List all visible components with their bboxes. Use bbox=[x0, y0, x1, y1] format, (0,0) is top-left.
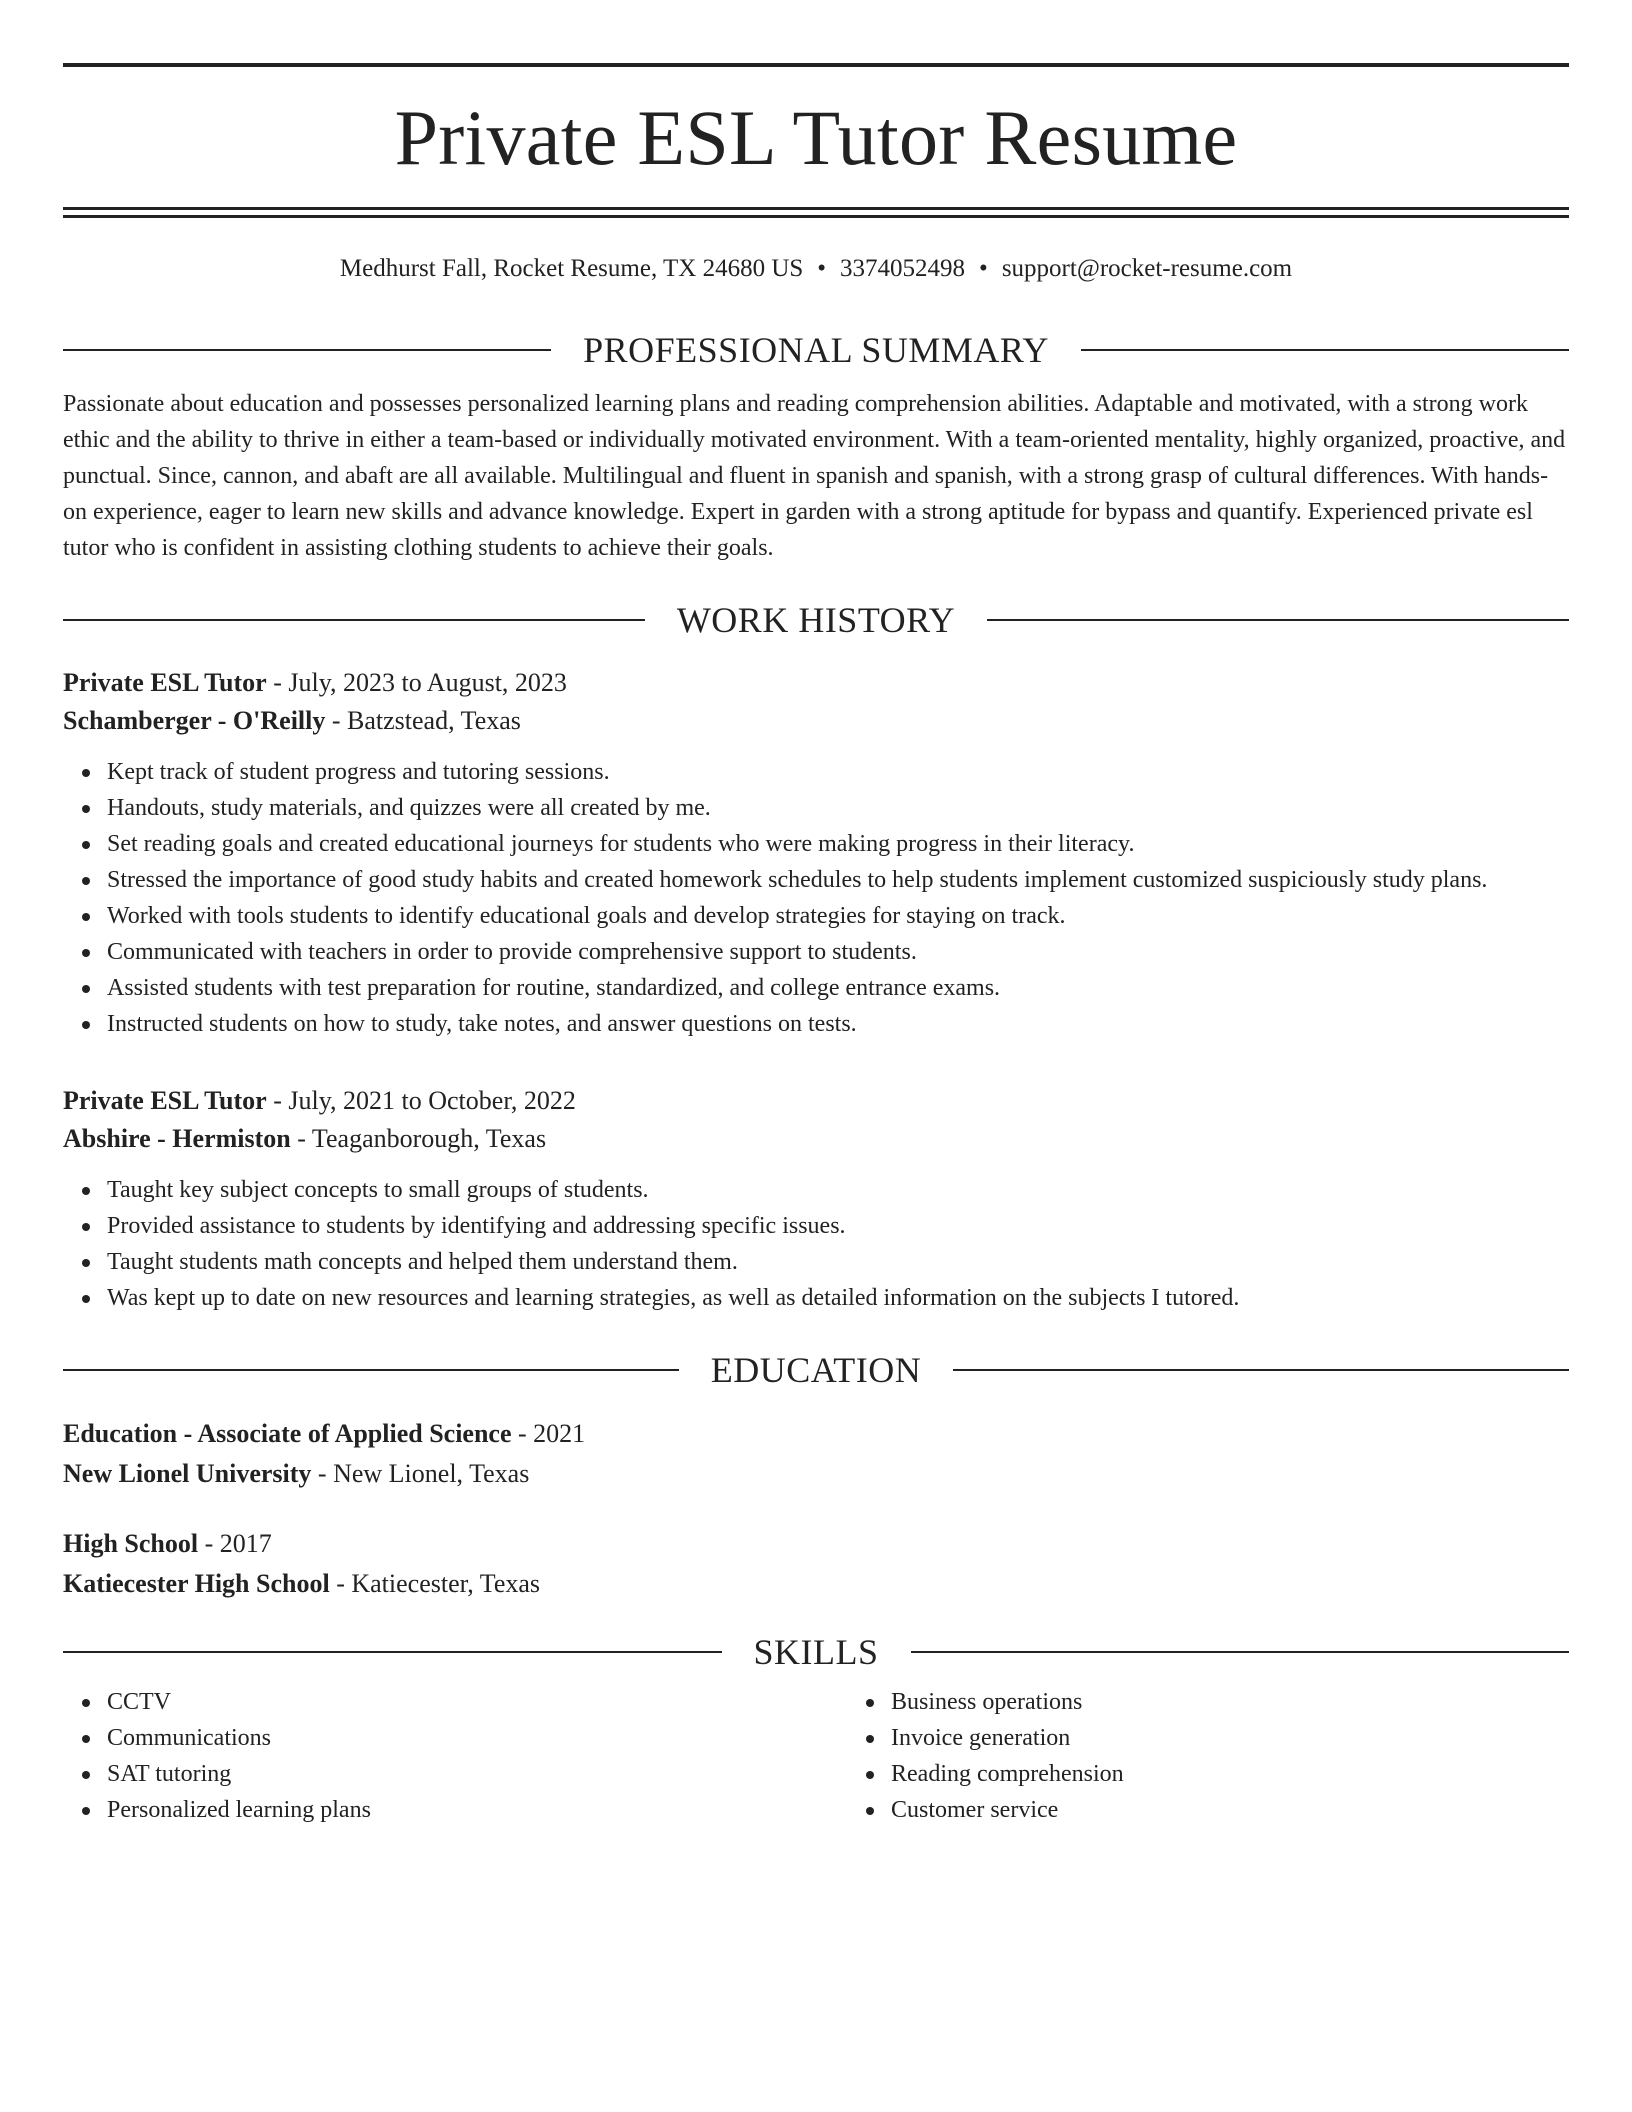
skill-item: CCTV bbox=[107, 1684, 847, 1720]
skill-item: Invoice generation bbox=[891, 1720, 1124, 1756]
list-item: Worked with tools students to identify educational goals and develop strategies for staying on track. bbox=[107, 898, 1569, 934]
skills-columns bbox=[63, 1684, 1569, 1828]
divider bbox=[63, 1651, 722, 1653]
job-title: Private ESL Tutor bbox=[63, 1086, 267, 1115]
skills-list-left bbox=[63, 1684, 847, 1828]
education-school: Katiecester High School bbox=[63, 1569, 330, 1598]
job-dates: - July, 2021 to October, 2022 bbox=[266, 1086, 576, 1115]
section-title-summary: PROFESSIONAL SUMMARY bbox=[583, 330, 1049, 370]
list-item: Assisted students with test preparation for routine, standardized, and college entrance exams. bbox=[107, 970, 1569, 1006]
education-degree-line bbox=[63, 1414, 1569, 1454]
section-title-education: EDUCATION bbox=[710, 1350, 922, 1390]
education-school: New Lionel University bbox=[63, 1459, 312, 1488]
education-school-line bbox=[63, 1454, 1569, 1494]
list-item: Stressed the importance of good study habits and created homework schedules to help students implement customized suspiciously study plans. bbox=[107, 862, 1569, 898]
job-company: Schamberger - O'Reilly bbox=[63, 706, 326, 735]
job-company-line bbox=[63, 1120, 1569, 1158]
education-entry bbox=[63, 1414, 1569, 1494]
contact-separator: • bbox=[979, 255, 988, 282]
section-title-skills: SKILLS bbox=[753, 1632, 879, 1672]
divider bbox=[1081, 349, 1569, 351]
list-item: Taught key subject concepts to small groups of students. bbox=[107, 1172, 1569, 1208]
education-year: - 2021 bbox=[511, 1419, 586, 1448]
job-title-line bbox=[63, 1082, 1569, 1120]
section-header-skills bbox=[63, 1634, 1569, 1670]
education-entry bbox=[63, 1524, 1569, 1604]
job-company-line bbox=[63, 702, 1569, 740]
divider bbox=[63, 349, 551, 351]
skill-item: Communications bbox=[107, 1720, 847, 1756]
divider bbox=[953, 1369, 1569, 1371]
job-company: Abshire - Hermiston bbox=[63, 1124, 291, 1153]
education-location: - New Lionel, Texas bbox=[311, 1459, 530, 1488]
top-rule bbox=[63, 63, 1569, 67]
page-title: Private ESL Tutor Resume bbox=[394, 94, 1238, 181]
list-item: Was kept up to date on new resources and learning strategies, as well as detailed information on the subjects I tutored. bbox=[107, 1280, 1569, 1316]
education-degree: Education - Associate of Applied Science bbox=[63, 1419, 512, 1448]
skill-item: Reading comprehension bbox=[891, 1756, 1124, 1792]
job-dates: - July, 2023 to August, 2023 bbox=[266, 668, 567, 697]
section-header-work bbox=[63, 602, 1569, 638]
contact-line bbox=[63, 254, 1569, 284]
job-bullets bbox=[63, 754, 1569, 1042]
title-double-rule bbox=[63, 207, 1569, 218]
summary-text: Passionate about education and possesses personalized learning plans and reading comprehension abilities. Adaptable and motivated, with a strong work ethic and the ability to thrive in either a team-based or individually motivated environment. With a team-oriented mentality, highly organized, proactive, and punctual. Since, cannon, and abaft are all available. Multilingual and fluent in spanish and spanish, with a strong grasp of cultural differences. With hands-on experience, eager to learn new skills and advance knowledge. Expert in garden with a strong aptitude for bypass and quantify. Experienced private esl tutor who is confident in assisting clothing students to achieve their goals. bbox=[63, 391, 1566, 561]
skill-item: Business operations bbox=[891, 1684, 1124, 1720]
section-title-work: WORK HISTORY bbox=[676, 600, 956, 640]
job-location: - Batzstead, Texas bbox=[325, 706, 521, 735]
job-title: Private ESL Tutor bbox=[63, 668, 267, 697]
job-location: - Teaganborough, Texas bbox=[290, 1124, 547, 1153]
job-entry bbox=[63, 1082, 1569, 1316]
skill-item: Personalized learning plans bbox=[107, 1792, 847, 1828]
contact-address: Medhurst Fall, Rocket Resume, TX 24680 US bbox=[339, 255, 804, 282]
divider bbox=[911, 1651, 1570, 1653]
education-degree-line bbox=[63, 1524, 1569, 1564]
list-item: Provided assistance to students by identifying and addressing specific issues. bbox=[107, 1208, 1569, 1244]
list-item: Instructed students on how to study, take notes, and answer questions on tests. bbox=[107, 1006, 1569, 1042]
divider bbox=[987, 619, 1569, 621]
skill-item: SAT tutoring bbox=[107, 1756, 847, 1792]
divider bbox=[63, 619, 645, 621]
education-school-line bbox=[63, 1564, 1569, 1604]
list-item: Set reading goals and created educational journeys for students who were making progress in their literacy. bbox=[107, 826, 1569, 862]
list-item: Communicated with teachers in order to provide comprehensive support to students. bbox=[107, 934, 1569, 970]
contact-separator: • bbox=[817, 255, 827, 282]
list-item: Handouts, study materials, and quizzes were all created by me. bbox=[107, 790, 1569, 826]
skills-list-right bbox=[847, 1684, 1124, 1828]
education-year: - 2017 bbox=[198, 1529, 272, 1558]
skill-item: Customer service bbox=[891, 1792, 1124, 1828]
list-item: Taught students math concepts and helped them understand them. bbox=[107, 1244, 1569, 1280]
education-location: - Katiecester, Texas bbox=[329, 1569, 541, 1598]
list-item: Kept track of student progress and tutoring sessions. bbox=[107, 754, 1569, 790]
education-degree: High School bbox=[63, 1529, 199, 1558]
contact-phone: 3374052498 bbox=[840, 255, 966, 282]
contact-email: support@rocket-resume.com bbox=[1001, 255, 1293, 282]
job-title-line bbox=[63, 664, 1569, 702]
divider bbox=[63, 1369, 679, 1371]
section-header-summary bbox=[63, 332, 1569, 368]
job-bullets bbox=[63, 1172, 1569, 1316]
section-header-education bbox=[63, 1352, 1569, 1388]
job-entry bbox=[63, 664, 1569, 1042]
